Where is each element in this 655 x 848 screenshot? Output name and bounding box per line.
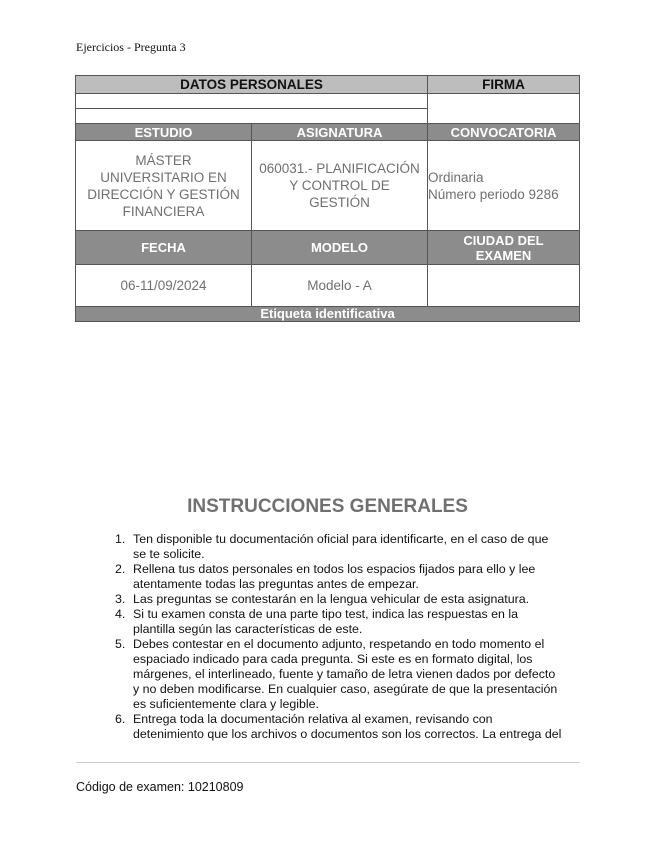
instruction-line: Si tu examen consta de una parte tipo test, indica las respuestas en la <box>133 607 519 621</box>
ciudad-value-field[interactable] <box>428 265 580 307</box>
instruction-line: espaciado indicado para cada pregunta. Si este es en formato digital, los <box>133 652 533 666</box>
instruction-line: atentamente todas las preguntas antes de empezar. <box>133 577 419 591</box>
asignatura-value <box>252 141 428 231</box>
instruction-item <box>115 562 575 592</box>
instruction-line: detenimiento que los archivos o documentos son los correctos. La entrega del <box>133 727 562 741</box>
instruction-line: Ten disponible tu documentación oficial para identificarte, en el caso de que <box>133 532 549 546</box>
instruction-line: Las preguntas se contestarán en la lengua vehicular de esta asignatura. <box>133 592 530 606</box>
modelo-value: Modelo - A <box>252 265 428 307</box>
datos-personales-header: DATOS PERSONALES <box>76 76 428 94</box>
instruction-item <box>115 532 575 562</box>
footer-divider <box>76 762 580 763</box>
instruction-item <box>115 712 575 742</box>
asignatura-header: ASIGNATURA <box>252 124 428 141</box>
instructions-title: INSTRUCCIONES GENERALES <box>187 496 468 517</box>
estudio-line: MÁSTER <box>135 152 192 168</box>
instruction-line: márgenes, el interlineado, fuente y tamaño de letra vienen dados por defecto <box>133 667 556 681</box>
asignatura-line: GESTIÓN <box>309 195 370 210</box>
asignatura-line: 060031.- PLANIFICACIÓN <box>259 161 420 176</box>
page-header: Ejercicios - Pregunta 3 <box>76 40 186 54</box>
estudio-line: DIRECCIÓN Y GESTIÓN <box>87 186 240 202</box>
exam-code: Código de examen: 10210809 <box>76 780 244 794</box>
instruction-item <box>115 592 575 607</box>
asignatura-line: Y CONTROL DE <box>289 178 390 193</box>
modelo-header: MODELO <box>252 231 428 265</box>
instruction-number: 3. <box>115 592 126 606</box>
ciudad-line: EXAMEN <box>475 247 532 263</box>
fecha-value: 06-11/09/2024 <box>76 265 252 307</box>
instruction-line: y no deben modificarse. En cualquier caso, asegúrate de que la presentación <box>133 682 558 696</box>
estudio-line: UNIVERSITARIO EN <box>100 169 227 185</box>
ciudad-line: CIUDAD DEL <box>463 232 544 248</box>
convocatoria-line: Ordinaria <box>428 169 484 185</box>
firma-header: FIRMA <box>428 76 580 94</box>
convocatoria-line: Número periodo 9286 <box>428 186 559 202</box>
firma-box[interactable] <box>428 94 580 124</box>
estudio-value <box>76 141 252 231</box>
ciudad-header <box>428 231 580 265</box>
datos-personales-field-1[interactable] <box>76 94 428 109</box>
instruction-line: se te solicite. <box>133 547 205 561</box>
estudio-header: ESTUDIO <box>76 124 252 141</box>
instruction-line: es suficientemente clara y legible. <box>133 697 319 711</box>
instructions-list <box>115 532 575 742</box>
instruction-line: Entrega toda la documentación relativa al examen, revisando con <box>133 712 493 726</box>
etiqueta-identificativa: Etiqueta identificativa <box>76 307 580 322</box>
instruction-number: 4. <box>115 607 126 621</box>
instruction-number: 6. <box>115 712 126 726</box>
instruction-number: 5. <box>115 637 126 651</box>
exam-info-table <box>75 75 580 322</box>
instruction-number: 2. <box>115 562 126 576</box>
instruction-line: Rellena tus datos personales en todos los espacios fijados para ello y lee <box>133 562 536 576</box>
convocatoria-header: CONVOCATORIA <box>428 124 580 141</box>
estudio-line: FINANCIERA <box>122 203 205 219</box>
fecha-header: FECHA <box>76 231 252 265</box>
instruction-number: 1. <box>115 532 126 546</box>
datos-personales-field-2[interactable] <box>76 109 428 124</box>
instruction-line: Debes contestar en el documento adjunto, respetando en todo momento el <box>133 637 545 651</box>
convocatoria-value <box>428 141 580 231</box>
instruction-item <box>115 607 575 637</box>
instruction-item <box>115 637 575 712</box>
instruction-line: plantilla según las características de este. <box>133 622 363 636</box>
